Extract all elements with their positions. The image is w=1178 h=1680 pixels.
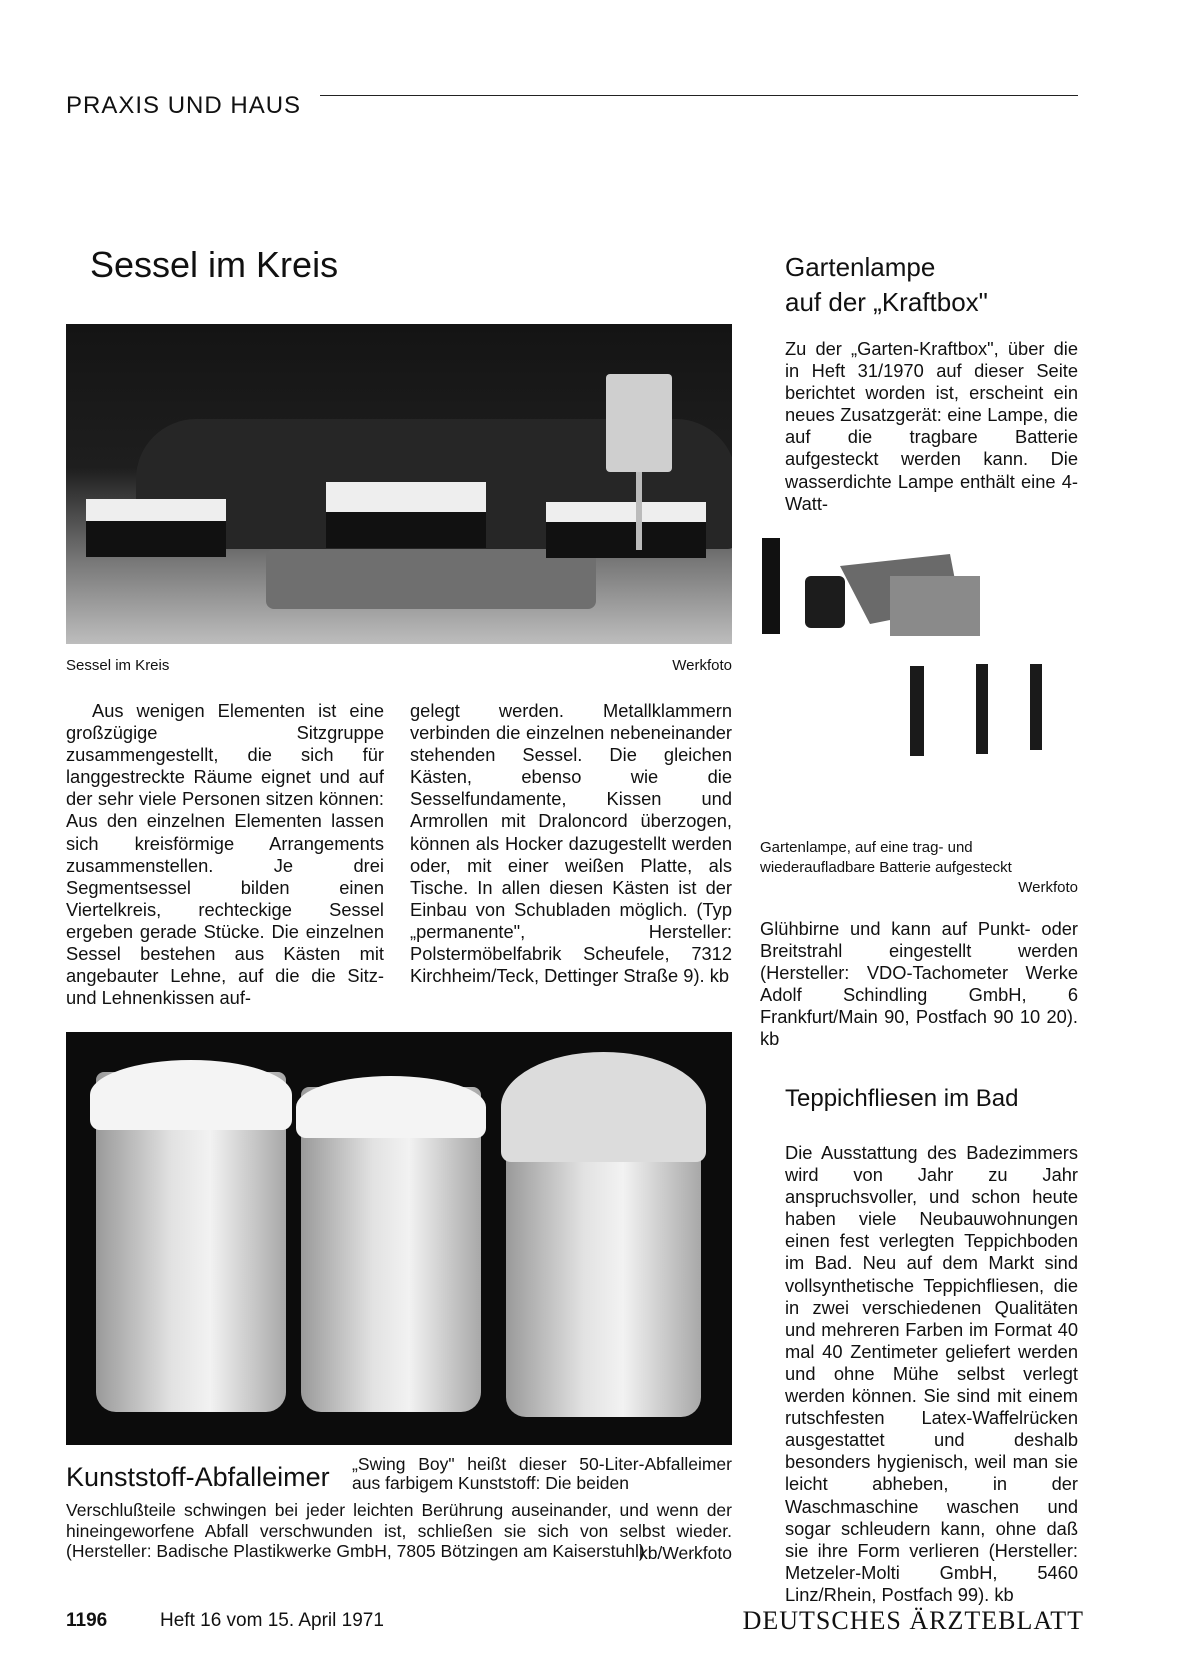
teppichfliesen-body: Die Ausstattung des Badezimmers wird von Jahr zu Jahr anspruchsvoller, und schon heute haben viele Neubauwohnungen einen fest verlegten Teppichboden im Bad. Neu auf dem Markt sind vollsynthetische Teppichfliesen, die in zwei verschiedenen Qualitäten und mehreren Farben im Format 40 mal 40 Zentimeter geliefert werden und ohne Mühe selbst verlegt werden können. Sie sind mit einem rutschfesten Latex-Waffelrücken ausgestattet und deshalb besonders hygienisch, weil man sie leicht abheben, in der Waschmaschine waschen und sogar schleudern kann, ohne daß sie ihre Form verlieren (Hersteller: Metzeler-Molti GmbH, 5460 Linz/Rhein, Postfach 99). kb: [785, 1142, 1078, 1605]
floor-lamp-shade: [606, 374, 672, 472]
garden-lamp-photo: [760, 536, 1080, 794]
gartenlampe-title-line2: auf der „Kraftbox": [785, 287, 988, 317]
abfalleimer-lead: „Swing Boy" heißt dieser 50-Liter-Abfalleimer aus farbigem Kunststoff: Die beiden: [352, 1454, 732, 1493]
battery-leg-2: [976, 664, 988, 754]
gartenlampe-photo-credit: Werkfoto: [1018, 879, 1078, 896]
journal-name: DEUTSCHES ÄRZTEBLATT: [742, 1606, 1084, 1635]
coffee-table: [326, 482, 486, 548]
battery-leg-1: [910, 666, 924, 756]
bin-3-lid: [501, 1052, 706, 1162]
gartenlampe-photo-caption: Gartenlampe, auf eine trag- und wiederaufladbare Batterie aufgesteckt: [760, 839, 1012, 876]
issue-info: Heft 16 vom 15. April 1971: [160, 1610, 384, 1631]
sofa-photo-caption: Sessel im Kreis: [66, 657, 170, 674]
lamp-head: [805, 576, 845, 628]
side-box-right: [546, 502, 706, 558]
gartenlampe-body: Glühbirne und kann auf Punkt- oder Breitstrahl eingestellt werden (Hersteller: VDO-Tachometer Werke Adolf Schindling GmbH, 6 Frankfurt/Main 90, Postfach 90 10 20). kb: [760, 918, 1078, 1050]
article-title-gartenlampe: [785, 250, 988, 320]
side-box-left: [86, 499, 226, 557]
sofa-photo-credit: Werkfoto: [672, 657, 732, 674]
sessel-column-2: gelegt werden. Metallklammern verbinden die einzelnen nebeneinander stehenden Sessel. Die gleichen Kästen, ebenso wie die Sesselfundamente, Kissen und Armrollen mit Draloncord überzogen, können als Hocker dazugestellt werden oder, mit einer weißen Platte, als Tische. In allen diesen Kästen ist der Einbau von Schubladen möglich. (Typ „permanente", Hersteller: Polstermöbelfabrik Scheufele, 7312 Kirchheim/Teck, Dettinger Straße 9). kb: [410, 700, 732, 987]
sessel-column-1: Aus wenigen Elementen ist eine großzügige Sitzgruppe zusammengestellt, die sich für langgestreckte Räume eignet und auf der sehr viele Personen sitzen können: Aus den einzelnen Elementen lassen sich kreisförmige Arrangements zusammenstellen. Je drei Segmentsessel bilden einen Viertelkreis, rechteckige Sessel ergeben gerade Stücke. Die einzelnen Sessel bestehen aus Kästen mit angebauter Lehne, auf die die Sitz- und Lehnenkissen auf-: [66, 700, 384, 1009]
battery-box: [890, 576, 980, 636]
garden-lamp-drawing: [760, 536, 1080, 794]
gartenlampe-intro: Zu der „Garten-Kraftbox", über die in Heft 31/1970 auf dieser Seite berichtet worden ist, erscheint ein neues Zusatzgerät: eine Lampe, die auf die tragbare Batterie aufgesteckt werden kann. Die wasserdichte Lampe enthält eine 4-Watt-: [785, 338, 1078, 514]
abfalleimer-credit: kb/Werkfoto: [638, 1543, 732, 1563]
rug-shape: [266, 549, 596, 609]
abfalleimer-body: Verschlußteile schwingen bei jeder leichten Berührung auseinander, und wenn der hineingeworfene Abfall verschwunden ist, schließen sie sich von selbst wieder. (Hersteller: Badische Plastikwerke GmbH, 7805 Bötzingen am Kaiserstuhl): [66, 1500, 732, 1561]
page-number: 1196: [66, 1610, 108, 1631]
waste-bins-photo: [66, 1032, 732, 1445]
gartenlampe-title-line1: Gartenlampe: [785, 252, 936, 282]
article-title-abfalleimer: Kunststoff-Abfalleimer: [66, 1462, 330, 1492]
section-title: PRAXIS UND HAUS: [66, 92, 302, 119]
bin-2-lid: [296, 1076, 486, 1138]
bin-1-lid: [90, 1060, 292, 1130]
article-title-teppichfliesen: Teppichfliesen im Bad: [785, 1085, 1019, 1112]
sofa-photo: [66, 324, 732, 644]
battery-leg-3: [1030, 664, 1042, 750]
floor-lamp-pole: [636, 472, 642, 550]
article-title-sessel: Sessel im Kreis: [90, 244, 339, 285]
header-rule: [320, 95, 1078, 96]
lamp-lens-ring: [762, 538, 780, 634]
